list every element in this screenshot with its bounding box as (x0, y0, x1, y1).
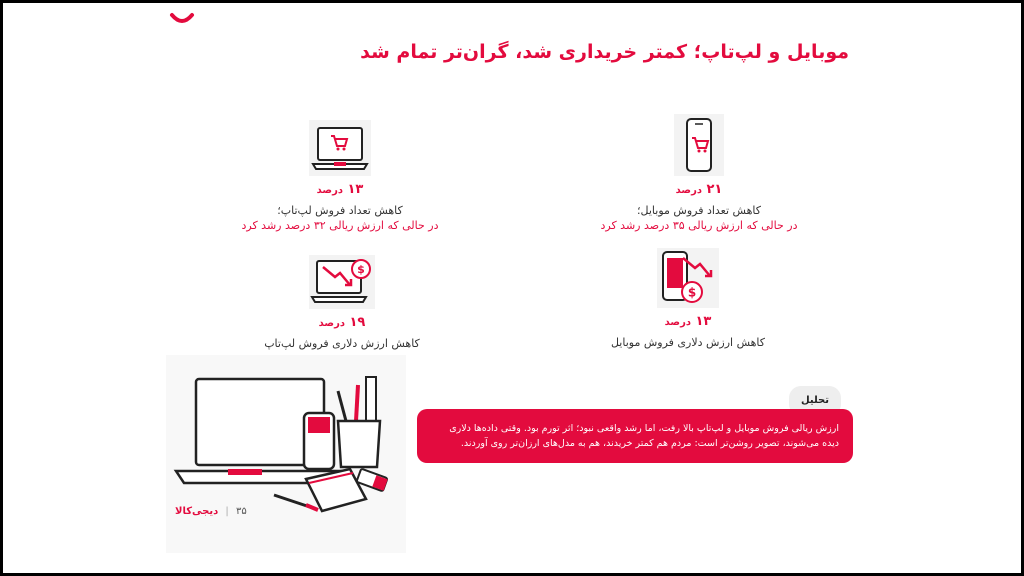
stat-mobile-dollar (558, 248, 818, 350)
stat-number (212, 315, 472, 332)
stat-line1: کاهش ارزش دلاری فروش لپ‌تاپ (264, 337, 420, 350)
footer (175, 506, 247, 517)
analysis-box: ارزش ریالی فروش موبایل و لپ‌تاپ بالا رفت، اما رشد واقعی نبود؛ اثر تورم بود. وقتی داده‌ها دلاری دیده می‌شوند، تصویر روشن‌تر است: مردم هم کمتر خریدند، هم به مدل‌های ارزان‌تر روی آوردند. (417, 409, 853, 463)
stat-value: ۱۳ (347, 182, 364, 197)
svg-text:$: $ (357, 263, 365, 276)
stat-line1: کاهش تعداد فروش لپ‌تاپ؛ (277, 204, 403, 217)
stat-value: ۱۹ (349, 315, 366, 330)
mobile-cart-icon (674, 114, 724, 176)
svg-text:$: $ (687, 285, 697, 300)
stat-unit: درصد (664, 317, 691, 328)
stat-value: ۲۱ (706, 182, 723, 197)
devices-illustration (166, 355, 406, 553)
laptop-dollar-down-icon (309, 255, 375, 309)
page-title: موبایل و لپ‌تاپ؛ کمتر خریداری شد، گران‌تر تمام شد (360, 41, 849, 63)
footer-divider: | (225, 506, 229, 517)
stat-laptop-rial (210, 120, 470, 233)
page-number: ۳۵ (235, 506, 247, 517)
stat-number (210, 182, 470, 199)
stat-line1: کاهش ارزش دلاری فروش موبایل (610, 336, 766, 349)
stat-unit: درصد (318, 318, 345, 329)
laptop-cart-icon (309, 120, 371, 176)
analysis-tag: تحلیل (789, 386, 841, 416)
stat-line2: در حالی که ارزش ریالی ۳۲ درصد رشد کرد (241, 219, 439, 232)
stat-mobile-rial (569, 114, 829, 233)
brand-logo: دیجی‌کالا (175, 506, 219, 517)
stat-unit: درصد (675, 185, 702, 196)
smile-logo-icon (169, 9, 195, 29)
slide (3, 3, 1021, 573)
stat-laptop-dollar (212, 255, 472, 351)
mobile-dollar-down-icon (657, 248, 719, 308)
stat-line1: کاهش تعداد فروش موبایل؛ (637, 204, 761, 217)
stat-number (558, 314, 818, 331)
stat-number (569, 182, 829, 199)
stat-unit: درصد (316, 185, 343, 196)
stat-line2: در حالی که ارزش ریالی ۳۵ درصد رشد کرد (600, 219, 798, 232)
stat-value: ۱۳ (695, 314, 712, 329)
